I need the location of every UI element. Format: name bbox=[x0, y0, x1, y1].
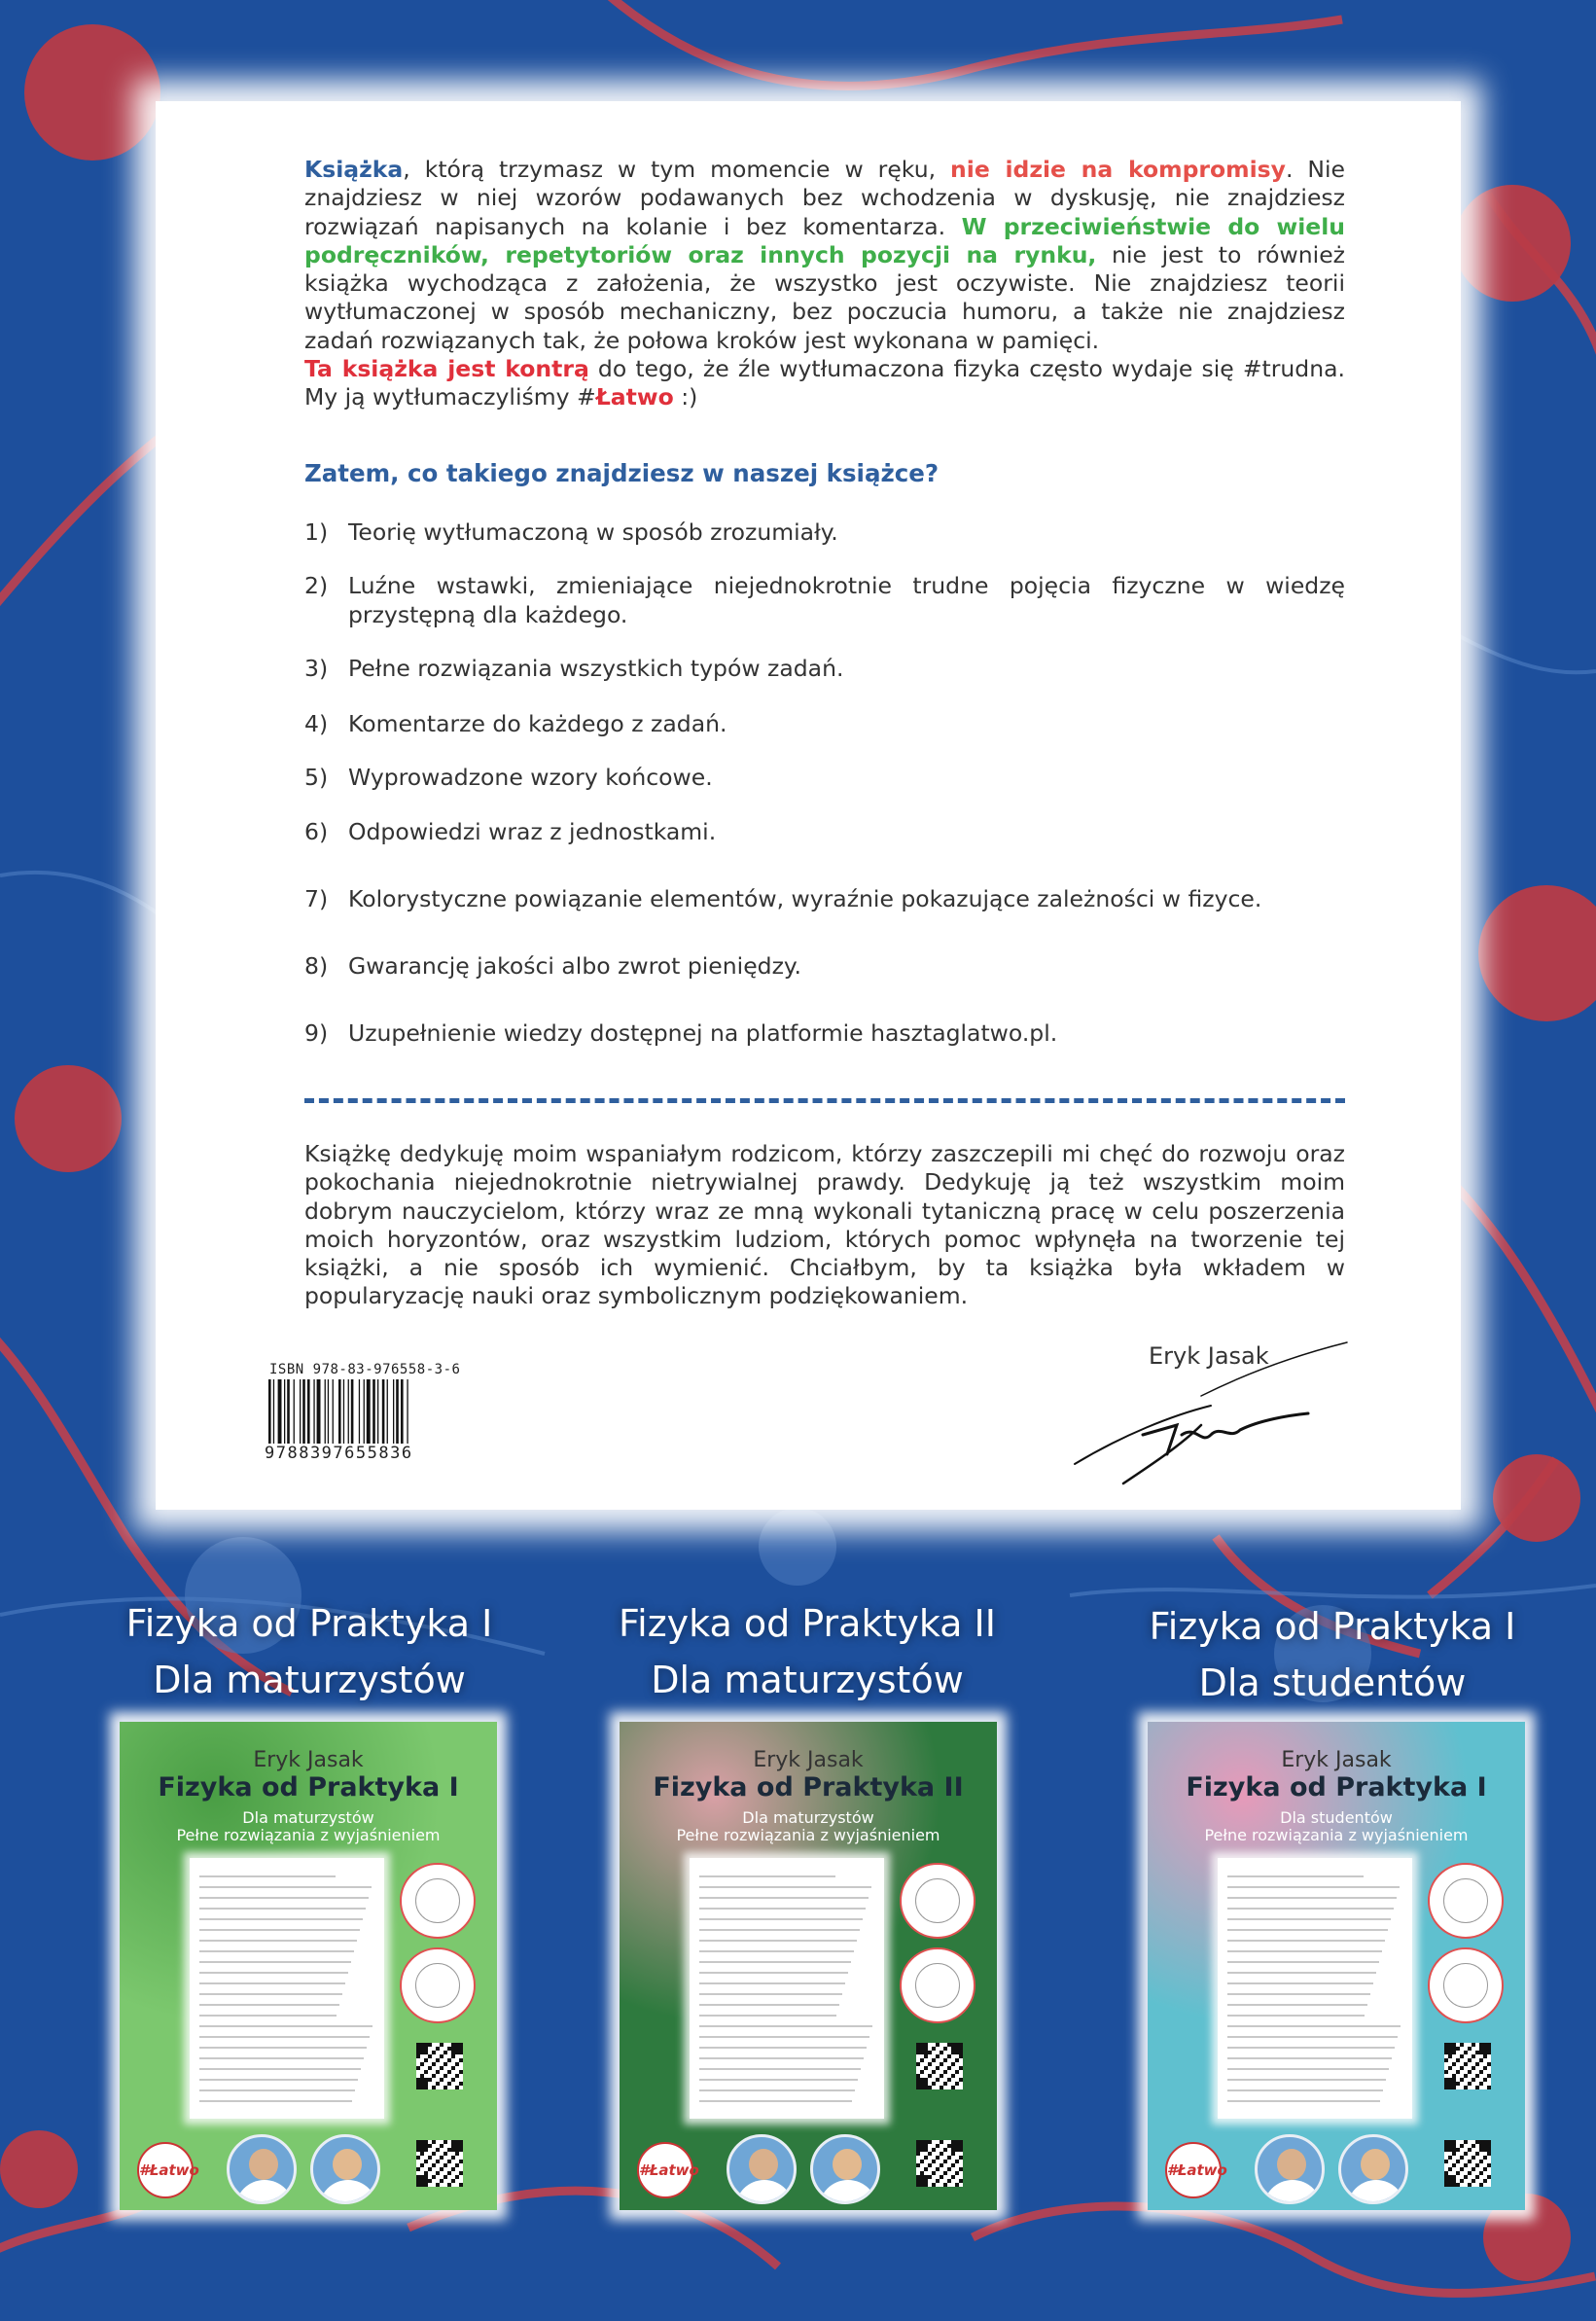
intro-keyword-book: Książka bbox=[304, 156, 404, 183]
author-signature bbox=[1065, 1338, 1357, 1493]
page-text-line bbox=[199, 1972, 348, 1974]
list-item bbox=[304, 709, 1345, 738]
page-text-line bbox=[1227, 2100, 1380, 2102]
list-item-text: Komentarze do każdego z zadań. bbox=[348, 710, 727, 737]
dedication-paragraph: Książkę dedykuję moim wspaniałym rodzicom, którzy zaszczepili mi chęć do rozwoju oraz pokochania niejednokrotnie nietrywialnej prawdy. Dedykuję ją też wszystkim moim dobrym nauczycielom, którzy wraz ze mną wykonali tytaniczną pracę w celu poszerzenia moich horyzontów, oraz wszystkim ludziom, których pomoc wpłynęła na tworzenie tej książki, a nie sposób ich wymienić. Chciałbym, by ta książka była wkładem w popularyzację nauki oraz symbolicznym podziękowaniem. bbox=[304, 1140, 1345, 1310]
page-text-line bbox=[199, 1993, 342, 1995]
list-item-text: Luźne wstawki, zmieniające niejednokrotnie trudne pojęcia fizyczne w wiedzę przystępną dla każdego. bbox=[348, 572, 1345, 628]
page-text-line bbox=[199, 2036, 370, 2038]
page-text-line bbox=[1227, 1886, 1400, 1888]
page-text-line bbox=[699, 1918, 863, 1920]
page-text-line bbox=[699, 1982, 845, 1984]
book-author: Eryk Jasak bbox=[253, 1748, 364, 1772]
page-text-line bbox=[199, 2025, 372, 2027]
book-subtitle: Dla studentów bbox=[1280, 1808, 1393, 1827]
page-text-line bbox=[1227, 1950, 1382, 1952]
list-item bbox=[304, 884, 1345, 913]
page-text-line bbox=[199, 1908, 366, 1910]
list-item-number: 9) bbox=[304, 1019, 329, 1047]
intro-text-1: , którą trzymasz w tym momencie w ręku, bbox=[403, 156, 951, 183]
qr-code-icon bbox=[916, 2043, 963, 2089]
page-text-line bbox=[199, 1875, 336, 1877]
page-text-line bbox=[699, 2068, 861, 2070]
book-1-heading-line-1: Fizyka od Praktyka I bbox=[125, 1602, 493, 1645]
list-item-text: Wyprowadzone wzory końcowe. bbox=[348, 764, 713, 791]
page-text-line bbox=[1227, 1972, 1376, 1974]
sample-page-preview bbox=[1218, 1858, 1412, 2119]
sample-page-preview bbox=[190, 1858, 384, 2119]
page-text-line bbox=[1227, 1961, 1379, 1963]
qr-code-icon bbox=[416, 2140, 463, 2187]
isbn-label: ISBN 978-83-976558-3-6 bbox=[269, 1362, 461, 1377]
page-text-line bbox=[1227, 2068, 1389, 2070]
page-text-line bbox=[199, 1918, 363, 1920]
book-3-heading bbox=[1128, 1598, 1537, 1711]
page-text-line bbox=[1227, 2004, 1367, 2006]
qr-code-icon bbox=[1444, 2140, 1491, 2187]
page-text-line bbox=[1227, 2015, 1365, 2017]
book-3-heading-line-1: Fizyka od Praktyka I bbox=[1149, 1605, 1516, 1648]
list-item bbox=[304, 763, 1345, 792]
qr-code-icon bbox=[1444, 2043, 1491, 2089]
list-item-number: 1) bbox=[304, 518, 329, 546]
page-text-line bbox=[699, 1972, 848, 1974]
page-text-line bbox=[699, 1929, 860, 1931]
page-text-line bbox=[199, 2047, 367, 2049]
intro-text-5: :) bbox=[673, 383, 698, 411]
list-item-text: Teorię wytłumaczoną w sposób zrozumiały. bbox=[348, 518, 838, 546]
page-text-line bbox=[699, 2047, 867, 2049]
list-item-number: 4) bbox=[304, 710, 329, 737]
book-3-heading-line-2: Dla studentów bbox=[1198, 1661, 1467, 1704]
author-avatar bbox=[1255, 2134, 1325, 2204]
book-title: Fizyka od Praktyka I bbox=[1186, 1772, 1487, 1803]
list-item bbox=[304, 1018, 1345, 1048]
intro-text-3: nie jest to również książka wychodząca z założenia, że wszystko jest oczywiste. Nie znajdziesz teorii wytłumaczonej w sposób mechaniczny, bez poczucia humoru, a także nie znajdziesz zadań rozwiązanych tak, że połowa kroków jest wykonana w pamięci. bbox=[304, 240, 1345, 354]
book-title: Fizyka od Praktyka I bbox=[158, 1772, 459, 1803]
page-text-line bbox=[199, 2089, 355, 2091]
page-text-line bbox=[199, 2004, 339, 2006]
page-text-line bbox=[199, 1940, 357, 1942]
list-item-text: Gwarancję jakości albo zwrot pieniędzy. bbox=[348, 952, 801, 980]
page-text-line bbox=[1227, 2025, 1401, 2027]
qr-code-icon bbox=[916, 2140, 963, 2187]
page-text-line bbox=[199, 2068, 361, 2070]
page-text-line bbox=[699, 1897, 869, 1899]
list-item bbox=[304, 571, 1345, 629]
book-tagline: Pełne rozwiązania z wyjaśnieniem bbox=[176, 1826, 441, 1844]
book-1-heading bbox=[105, 1595, 514, 1708]
intro-text-4: do tego, że źle wytłumaczona fizyka często wydaje się #trudna. My ją wytłumaczyliśmy # bbox=[304, 355, 1345, 411]
guarantee-seal-icon bbox=[1428, 1863, 1504, 1939]
page-text-line bbox=[699, 2089, 855, 2091]
page-text-line bbox=[199, 1897, 369, 1899]
page-text-line bbox=[199, 2100, 352, 2102]
page-text-line bbox=[199, 2057, 364, 2059]
page-text-line bbox=[1227, 1993, 1370, 1995]
list-item-text: Uzupełnienie wiedzy dostępnej na platformie hasztaglatwo.pl. bbox=[348, 1019, 1058, 1047]
guarantee-seal-icon bbox=[400, 1863, 476, 1939]
page-text-line bbox=[1227, 1897, 1397, 1899]
list-item bbox=[304, 654, 1345, 683]
page-text-line bbox=[699, 2004, 839, 2006]
latwo-logo: #Łatwo bbox=[137, 2142, 194, 2198]
page-text-line bbox=[699, 1961, 851, 1963]
book-2-heading-line-2: Dla maturzystów bbox=[651, 1659, 964, 1701]
intro-keyword-no-compromise: nie idzie na kompromisy bbox=[950, 156, 1286, 183]
list-item-number: 2) bbox=[304, 572, 329, 599]
page-text-line bbox=[199, 2079, 358, 2081]
page-text-line bbox=[699, 1908, 866, 1910]
page-text-line bbox=[199, 1886, 372, 1888]
dashed-divider bbox=[304, 1098, 1345, 1103]
intro-keyword-contrast: W przeciwieństwie do wielu podręczników, repetytoriów oraz innych pozycji na rynku, bbox=[304, 212, 1346, 268]
page-text-line bbox=[699, 1875, 835, 1877]
intro-keyword-latwo: Łatwo bbox=[595, 383, 674, 411]
author-name: Eryk Jasak bbox=[1149, 1342, 1269, 1370]
page-text-line bbox=[1227, 1940, 1385, 1942]
book-author: Eryk Jasak bbox=[1281, 1748, 1392, 1772]
intro-paragraph bbox=[304, 156, 1345, 412]
book-2-heading-line-1: Fizyka od Praktyka II bbox=[619, 1602, 996, 1645]
book-tagline: Pełne rozwiązania z wyjaśnieniem bbox=[676, 1826, 940, 1844]
list-item-text: Kolorystyczne powiązanie elementów, wyraźnie pokazujące zależności w fizyce. bbox=[348, 885, 1262, 912]
book-tagline: Pełne rozwiązania z wyjaśnieniem bbox=[1204, 1826, 1469, 1844]
solutions-seal-icon bbox=[900, 1947, 975, 2023]
page-text-line bbox=[199, 1982, 345, 1984]
page-text-line bbox=[199, 1961, 351, 1963]
page-text-line bbox=[699, 2100, 852, 2102]
list-item-text: Odpowiedzi wraz z jednostkami. bbox=[348, 818, 717, 845]
page-text-line bbox=[1227, 2079, 1386, 2081]
list-item-number: 3) bbox=[304, 655, 329, 682]
latwo-logo: #Łatwo bbox=[1165, 2142, 1222, 2198]
latwo-logo: #Łatwo bbox=[637, 2142, 693, 2198]
page-text-line bbox=[699, 2015, 836, 2017]
book-cover-1[interactable] bbox=[120, 1722, 497, 2210]
book-title: Fizyka od Praktyka II bbox=[653, 1772, 964, 1803]
book-subtitle: Dla maturzystów bbox=[242, 1808, 374, 1827]
page-text-line bbox=[699, 2036, 869, 2038]
intro-text-2: . Nie znajdziesz w niej wzorów podawanych bez wchodzenia w dyskusję, nie znajdziesz rozwiązań napisanych na kolanie i bez komentarza. bbox=[304, 156, 1345, 240]
list-item-text: Pełne rozwiązania wszystkich typów zadań. bbox=[348, 655, 844, 682]
page-text-line bbox=[1227, 2047, 1395, 2049]
barcode-digits: 9788397655836 bbox=[265, 1444, 413, 1463]
page-text-line bbox=[1227, 1929, 1388, 1931]
page-text-line bbox=[199, 1950, 354, 1952]
list-item-number: 6) bbox=[304, 818, 329, 845]
book-2-heading bbox=[603, 1595, 1011, 1708]
guarantee-seal-icon bbox=[900, 1863, 975, 1939]
solutions-seal-icon bbox=[1428, 1947, 1504, 2023]
copywriter-avatar bbox=[1338, 2134, 1408, 2204]
solutions-seal-icon bbox=[400, 1947, 476, 2023]
book-cover-2[interactable] bbox=[620, 1722, 997, 2210]
book-subtitle: Dla maturzystów bbox=[742, 1808, 874, 1827]
page-text-line bbox=[199, 2015, 337, 2017]
book-cover-3[interactable] bbox=[1148, 1722, 1525, 2210]
page-text-line bbox=[1227, 1982, 1373, 1984]
page-text-line bbox=[1227, 2036, 1398, 2038]
intro-keyword-counter: Ta książka jest kontrą bbox=[304, 355, 589, 383]
features-heading: Zatem, co takiego znajdziesz w naszej książce? bbox=[304, 459, 940, 487]
list-item bbox=[304, 817, 1345, 846]
page-text-line bbox=[1227, 2057, 1392, 2059]
list-item bbox=[304, 518, 1345, 547]
book-author: Eryk Jasak bbox=[753, 1748, 864, 1772]
list-item bbox=[304, 951, 1345, 981]
qr-code-icon bbox=[416, 2043, 463, 2089]
sample-page-preview bbox=[690, 1858, 884, 2119]
list-item-number: 8) bbox=[304, 952, 329, 980]
page-text-line bbox=[699, 1950, 854, 1952]
page-text-line bbox=[699, 1940, 857, 1942]
page-text-line bbox=[1227, 1908, 1394, 1910]
page-text-line bbox=[199, 1929, 360, 1931]
page-text-line bbox=[699, 2057, 864, 2059]
copywriter-avatar bbox=[810, 2134, 880, 2204]
page-text-line bbox=[699, 2079, 858, 2081]
page-text-line bbox=[1227, 2089, 1383, 2091]
list-item-number: 5) bbox=[304, 764, 329, 791]
page-text-line bbox=[1227, 1875, 1364, 1877]
author-avatar bbox=[727, 2134, 797, 2204]
copywriter-avatar bbox=[310, 2134, 380, 2204]
author-avatar bbox=[227, 2134, 297, 2204]
list-item-number: 7) bbox=[304, 885, 329, 912]
book-1-heading-line-2: Dla maturzystów bbox=[153, 1659, 466, 1701]
page-text-line bbox=[1227, 1918, 1391, 1920]
page-text-line bbox=[699, 2025, 872, 2027]
page-text-line bbox=[699, 1993, 842, 1995]
page-text-line bbox=[699, 1886, 871, 1888]
